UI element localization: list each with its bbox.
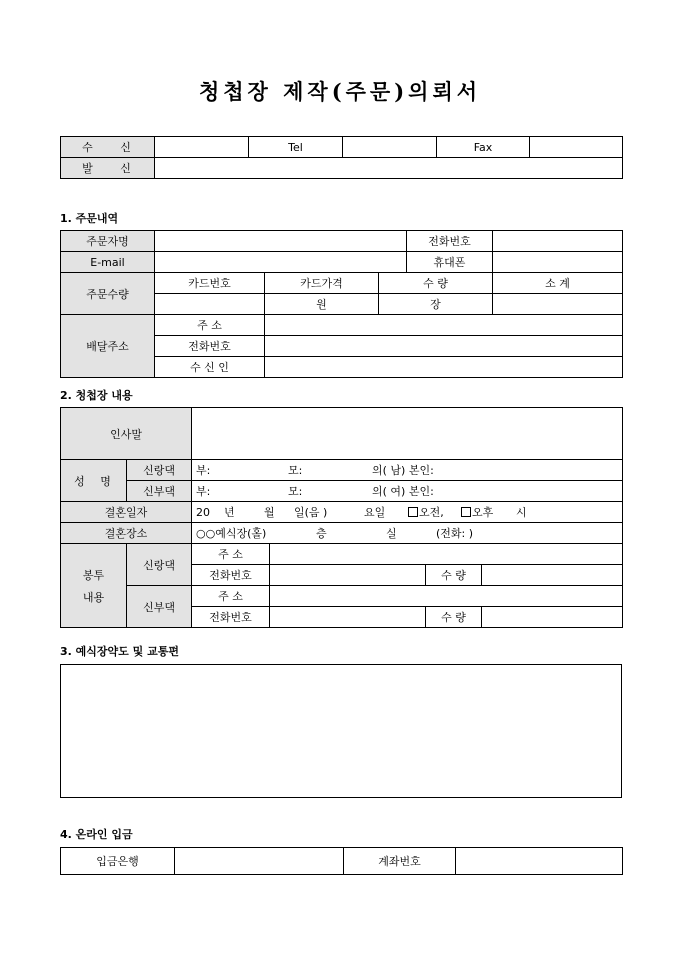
groom-side-label: 신랑댁: [127, 460, 192, 481]
env-bride-qty-label: 수 량: [426, 607, 482, 628]
delivery-label: 배달주소: [61, 315, 155, 378]
date-month-unit: 월: [264, 506, 275, 519]
section3-heading: 3. 예식장약도 및 교통편: [60, 645, 179, 658]
venue-phone: (전화: ): [436, 527, 474, 540]
pm-label: 오후: [472, 506, 494, 519]
date-weekday-unit: 요일: [364, 506, 386, 519]
am-label: 오전,: [419, 506, 444, 519]
env-bride-phone-label: 전화번호: [192, 607, 270, 628]
bank-label: 입금은행: [61, 848, 175, 875]
wedding-date-label: 결혼일자: [61, 502, 192, 523]
mobile-field[interactable]: [493, 252, 623, 273]
bride-mother-label: 모:: [288, 485, 303, 498]
account-field[interactable]: [456, 848, 623, 875]
sender-label: 발 신: [61, 158, 155, 179]
env-groom-qty-label: 수 량: [426, 565, 482, 586]
venue-floor: 층: [316, 527, 327, 540]
delivery-phone-label: 전화번호: [155, 336, 265, 357]
header-table: [60, 136, 623, 179]
name-label: 성 명: [61, 460, 127, 502]
delivery-phone-field[interactable]: [265, 336, 623, 357]
tel-label: Tel: [249, 137, 343, 158]
tel-field[interactable]: [343, 137, 437, 158]
env-bride-label: 신부댁: [127, 586, 192, 628]
env-groom-phone-label: 전화번호: [192, 565, 270, 586]
fax-field[interactable]: [530, 137, 623, 158]
envelope-label: [61, 544, 127, 628]
env-bride-address-field[interactable]: [270, 586, 623, 607]
address-label: 주 소: [155, 315, 265, 336]
bride-father-label: 부:: [196, 485, 211, 498]
email-label: E-mail: [61, 252, 155, 273]
recipient-label: 수 신: [61, 137, 155, 158]
bride-side-label: 신부댁: [127, 481, 192, 502]
subtotal-field[interactable]: [493, 294, 623, 315]
phone-field[interactable]: [493, 231, 623, 252]
email-field[interactable]: [155, 252, 407, 273]
card-price-label: 카드가격: [265, 273, 379, 294]
qty-label: 수 량: [379, 273, 493, 294]
env-groom-phone-field[interactable]: [270, 565, 426, 586]
account-label: 계좌번호: [344, 848, 456, 875]
sheet-unit: 장: [430, 298, 441, 311]
order-table: [60, 230, 623, 378]
greeting-field[interactable]: [192, 408, 623, 460]
date-year: 20: [196, 506, 211, 519]
envelope-label-line2: 내용: [82, 590, 105, 604]
map-box[interactable]: [60, 664, 622, 798]
bride-child-text: 의( 여) 본인:: [372, 485, 434, 498]
section2-heading: 2. 청첩장 내용: [60, 389, 133, 402]
phone-label: 전화번호: [407, 231, 493, 252]
env-groom-address-label: 주 소: [192, 544, 270, 565]
groom-mother-label: 모:: [288, 464, 303, 477]
card-no-field[interactable]: [155, 294, 265, 315]
payment-table: [60, 847, 623, 875]
venue-field[interactable]: [192, 523, 623, 544]
bride-names-field[interactable]: [192, 481, 623, 502]
mobile-label: 휴대폰: [407, 252, 493, 273]
order-qty-label: 주문수량: [61, 273, 155, 315]
env-groom-label: 신랑댁: [127, 544, 192, 586]
card-price-field[interactable]: [265, 294, 379, 315]
pm-checkbox[interactable]: [461, 507, 471, 517]
orderer-label: 주문자명: [61, 231, 155, 252]
env-bride-qty-field[interactable]: [482, 607, 623, 628]
env-groom-qty-field[interactable]: [482, 565, 623, 586]
sender-field[interactable]: [155, 158, 623, 179]
wedding-date-field[interactable]: [192, 502, 623, 523]
groom-child-text: 의( 남) 본인:: [372, 464, 434, 477]
orderer-field[interactable]: [155, 231, 407, 252]
receiver-label: 수 신 인: [155, 357, 265, 378]
bank-field[interactable]: [175, 848, 344, 875]
venue-hall: ○○예식장(홀): [196, 527, 267, 540]
greeting-label: 인사말: [61, 408, 192, 460]
groom-names-field[interactable]: [192, 460, 623, 481]
groom-father-label: 부:: [196, 464, 211, 477]
page-title: 청첩장 제작(주문)의뢰서: [198, 79, 482, 104]
card-no-label: 카드번호: [155, 273, 265, 294]
won-unit: 원: [316, 298, 327, 311]
venue-room: 실: [386, 527, 397, 540]
envelope-label-line1: 봉투: [82, 568, 105, 582]
date-year-unit: 년: [224, 506, 235, 519]
fax-label: Fax: [437, 137, 530, 158]
invitation-table: [60, 407, 623, 628]
subtotal-label: 소 계: [493, 273, 623, 294]
section4-heading: 4. 온라인 입금: [60, 828, 133, 841]
env-bride-phone-field[interactable]: [270, 607, 426, 628]
env-bride-address-label: 주 소: [192, 586, 270, 607]
am-checkbox[interactable]: [408, 507, 418, 517]
address-field[interactable]: [265, 315, 623, 336]
receiver-field[interactable]: [265, 357, 623, 378]
date-day-unit: 일(음 ): [294, 506, 328, 519]
hour-unit: 시: [516, 506, 527, 519]
env-groom-address-field[interactable]: [270, 544, 623, 565]
section1-heading: 1. 주문내역: [60, 212, 119, 225]
venue-label: 결혼장소: [61, 523, 192, 544]
recipient-field[interactable]: [155, 137, 249, 158]
qty-field[interactable]: [379, 294, 493, 315]
